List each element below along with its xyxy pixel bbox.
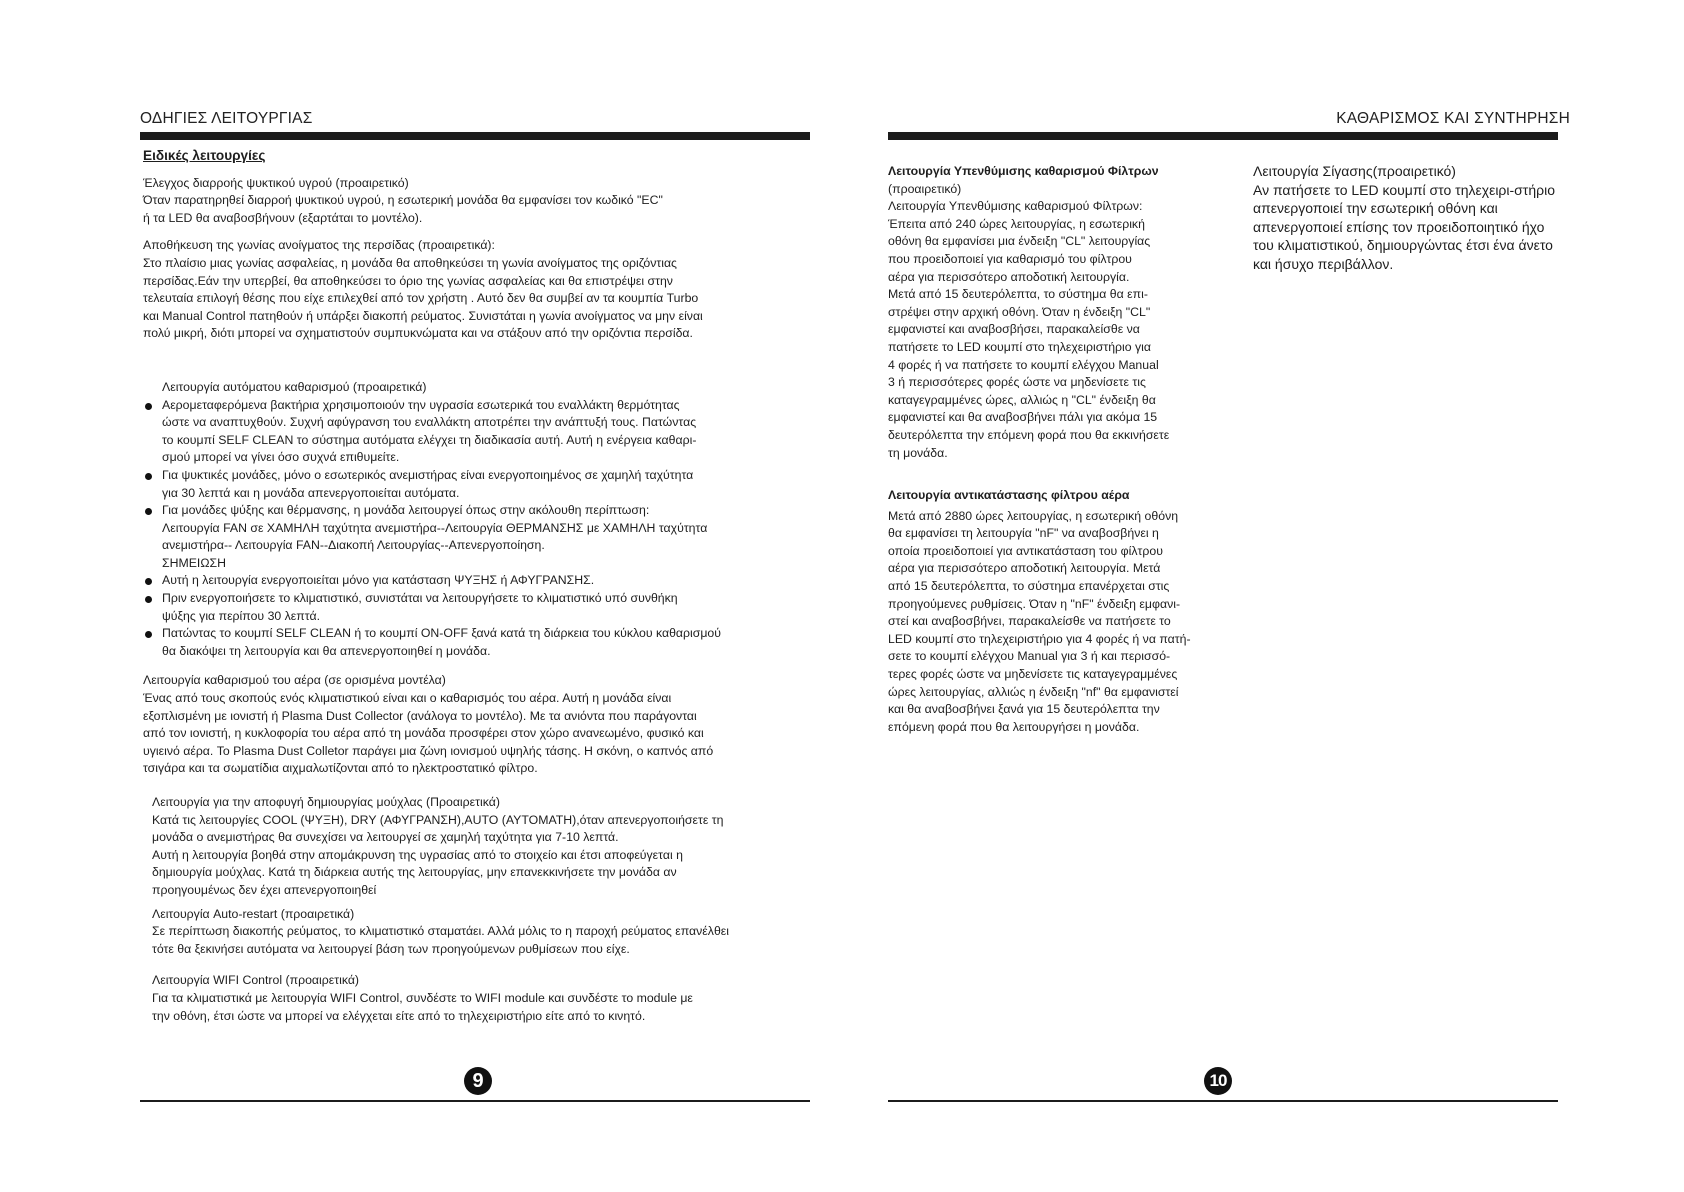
mildew-body: Κατά τις λειτουργίες COOL (ΨΥΞΗ), DRY (ΑΦΥΓΡΑΝΣΗ),AUTO (ΑΥΤΟΜΑΤΗ),όταν απενεργοποιήσετε τη μονάδα ο ανεμιστήρας θα συνεχίσει να λειτουργεί σε χαμηλή ταχύτητα για 7-10 λεπτά. Αυτή η λειτουργία βοηθά στην απομάκρυνση της υγρασίας από το στοιχείο και έτσι αποφεύγεται η δημιουργία μούχλας. Κατά τη διάρκεια αυτής της λειτουργίας, μην επανεκκινήσετε την μονάδα αν προηγουμένως δεν έχει απενεργοποιηθεί [152,812,724,897]
right-page-header: ΚΑΘΑΡΙΣΜΟΣ ΚΑΙ ΣΥΝΤΗΡΗΣΗ [1336,110,1570,127]
silence-title: Λειτουργία Σίγασης(προαιρετικό) [1253,163,1456,179]
air-clean-body: Ένας από τους σκοπούς ενός κλιματιστικού είναι και ο καθαρισμός του αέρα. Αυτή η μονάδα είναι εξοπλισμένη με ιονιστή ή Plasma Dust Collector (ανάλογα το μοντέλο). Με τα ανιόντα που παράγονται από τον ιονιστή, η κυκλοφορία του αέρα από τη μονάδα προσφέρει στον χώρο ανανεωμένο, φυσικό και υγιεινό αέρα. To Plasma Dust Colletor παράγει μια ζώνη ιονισμού υψηλής τάσης. Η σκόνη, ο καπνός από τσιγάρα και τα σωματίδια αιχμαλωτίζονται από το ηλεκτροστατικό φίλτρο. [143,691,714,776]
refrigerant-leak-title: Έλεγχος διαρροής ψυκτικού υγρού (προαιρετικό) [143,175,409,190]
louver-angle-block [143,237,823,343]
filter-reminder-body: (προαιρετικό) Λειτουργία Υπενθύμισης καθαρισμού Φίλτρων: Έπειτα από 240 ώρες λειτουργίας, η εσωτερική οθόνη θα εμφανίσει μια ένδειξη "CL" λειτουργίας που προειδοποιεί για καθαρισμό του φίλτρου αέρα για περισσότερο αποδοτική λειτουργία. Μετά από 15 δευτερόλεπτα, το σύστημα θα επι- στρέψει στην αρχική οθόνη. Όταν η ένδειξη "CL" εμφανιστεί και αναβοσβήσει, παρακαλείσθε να πατήσετε το LED κουμπί στο τηλεχειριστήριο για 4 φορές ή να πατήσετε το κουμπί ελέγχου Manual 3 ή περισσότερες φορές ώστε να μηδενίσετε τις καταγεγραμμένες ώρες, αλλιώς η "CL" ένδειξη θα εμφανιστεί και θα αναβοσβήνει πάλι για ακόμα 15 δευτερόλεπτα την επόμενη φορά που θα εκκινήσετε τη μονάδα. [888,181,1170,460]
filter-replace-block [888,487,1258,736]
air-clean-block [143,672,823,778]
self-clean-block [143,379,823,661]
silence-block [1253,162,1583,274]
louver-angle-title: Αποθήκευση της γωνίας ανοίγματος της περσίδας (προαιρετικά): [143,238,495,253]
mildew-title: Λειτουργία για την αποφυγή δημιουργίας μούχλας (Προαιρετικά) [152,795,500,809]
wifi-block [143,972,823,1025]
wifi-body: Για τα κλιματιστικά με λειτουργία WIFI Control, συνδέστε το WIFI module και συνδέστε το module με την οθόνη, έτσι ώστε να μπορεί να ελέγχεται είτε από το τηλεχειριστήριο είτε από το κινητό. [152,990,693,1023]
list-item: Αερομεταφερόμενα βακτήρια χρησιμοποιούν την υγρασία εσωτερικά του εναλλάκτη θερμότητας ώστε να αναπτυχθούν. Συχνή αφύγρανση του εναλλάκτη αποτρέπει την ανάπτυξή τους. Πατώντας το κουμπί SELF CLEAN το σύστημα αυτόματα ελέγχει τη διαδικασία αυτή. Αυτή η ενέργεια καθαρι- σμού μπορεί να γίνει όσο συχνά επιθυμείτε. [143,397,823,467]
note-label: ΣΗΜΕΙΩΣΗ [162,555,227,570]
filter-replace-body: Μετά από 2880 ώρες λειτουργίας, η εσωτερική οθόνη θα εμφανίσει τη λειτουργία "nF" να αναβοσβήνει η οποία προειδοποιεί για αντικατάσταση του φίλτρου αέρα για περισσότερο αποδοτική λειτουργία. Μετά από 15 δευτερόλεπτα, το σύστημα επανέρχεται στις προηγούμενες ρυθμίσεις. Όταν η "nF" ένδειξη εμφανι- στεί και αναβοσβήνει, παρακαλείσθε να πατήσετε το LED κουμπί στο τηλεχειριστήριο για 4 φορές ή να πατή- σετε το κουμπί ελέγχου Manual για 3 ή και περισσό- τερες φορές ώστε να μηδενίσετε τις καταγεγραμμένες ώρες λειτουργίας, αλλιώς η ένδειξη "nf" θα εμφανιστεί και θα αναβοσβήνει ξανά για 15 δευτερόλεπτα την επόμενη φορά που θα λειτουργήσει η μονάδα. [888,508,1191,734]
list-item: Πατώντας το κουμπί SELF CLEAN ή το κουμπί ON-OFF ξανά κατά τη διάρκεια του κύκλου καθαρισμού θα διακόψει τη λειτουργία και θα απενεργοποιηθεί η μονάδα. [143,625,823,660]
list-item: Πριν ενεργοποιήσετε το κλιματιστικό, συνιστάται να λειτουργήσετε το κλιματιστικό υπό συνθήκη ψύξης για περίπου 30 λεπτά. [143,590,823,625]
mildew-block [143,794,823,900]
silence-body: Αν πατήσετε το LED κουμπί στο τηλεχειρι-στήριο απενεργοποιεί την εσωτερική οθόνη και απενεργοποιεί επίσης τον προειδοποιητικό ήχο του κλιματιστικού, δημιουργώντας έτσι ένα άνετο και ήσυχο περιβάλλον. [1253,181,1555,272]
right-footer-rule [888,1100,1558,1102]
list-item: Για ψυκτικές μονάδες, μόνο ο εσωτερικός ανεμιστήρας είναι ενεργοποιημένος σε χαμηλή ταχύτητα για 30 λεπτά και η μονάδα απενεργοποιείται αυτόματα. [143,467,823,502]
auto-restart-block [143,906,823,959]
filter-replace-title: Λειτουργία αντικατάστασης φίλτρου αέρα [888,488,1130,502]
self-clean-title: Λειτουργία αυτόματου καθαρισμού (προαιρετικά) [162,379,427,394]
left-page-header: ΟΔΗΓΙΕΣ ΛΕΙΤΟΥΡΓΙΑΣ [140,110,313,127]
left-header-rule [140,132,810,140]
refrigerant-leak-block [143,175,823,228]
air-clean-title: Λειτουργία καθαρισμού του αέρα (σε ορισμένα μοντέλα) [143,673,446,688]
list-item: Για μονάδες ψύξης και θέρμανσης, η μονάδα λειτουργεί όπως στην ακόλουθη περίπτωση: Λειτουργία FAN σε ΧΑΜΗΛΗ ταχύτητα ανεμιστήρα--Λειτουργία ΘΕΡΜΑΝΣΗΣ με ΧΑΜΗΛΗ ταχύτητα ανεμιστήρα-- Λειτουργία FAN--Διακοπή Λειτουργίας--Απενεργοποίηση. [143,502,823,555]
left-footer-rule [140,1100,810,1102]
wifi-title: Λειτουργία WIFI Control (προαιρετικά) [152,973,360,988]
auto-restart-body: Σε περίπτωση διακοπής ρεύματος, το κλιματιστικό σταματάει. Αλλά μόλις το η παροχή ρεύματος επανέλθει τότε θα ξεκινήσει αυτόματα να λειτουργεί βάση των προηγούμενων ρυθμίσεων που είχε. [152,924,729,956]
self-clean-list [143,397,823,661]
page-number-9: 9 [464,1067,492,1095]
left-page-content [143,147,823,1025]
filter-reminder-block [888,163,1248,462]
section-title: Ειδικές λειτουργίες [143,148,266,163]
refrigerant-leak-body: Όταν παρατηρηθεί διαρροή ψυκτικού υγρού, η εσωτερική μονάδα θα εμφανίσει τον κωδικό "EC" ή τα LED θα αναβοσβήνουν (εξαρτάται το μοντέλο). [143,193,663,225]
page-number-10: 10 [1204,1067,1232,1095]
right-header-rule [888,132,1558,140]
louver-angle-body: Στο πλαίσιο μιας γωνίας ασφαλείας, η μονάδα θα αποθηκεύσει τη γωνία ανοίγματος της οριζόντιας περσίδας.Εάν την υπερβεί, θα αποθηκεύσει το όριο της γωνίας ασφαλείας και θα επιστρέψει στην τελευταία επιλογή θέσης που είχε επιλεχθεί από τον χρήστη . Αυτό δεν θα συμβεί αν τα κουμπία Turbo και Manual Control πατηθούν ή υπάρξει διακοπή ρεύματος. Συνιστάται η γωνία ανοίγματος να μην είναι πολύ μικρή, διότι μπορεί να σχηματιστούν συμπυκνώματα και να στάξουν από την οριζόντια περσίδα. [143,255,703,341]
list-item: Αυτή η λειτουργία ενεργοποιείται μόνο για κατάσταση ΨΥΞΗΣ ή ΑΦΥΓΡΑΝΣΗΣ. [143,572,823,590]
auto-restart-title: Λειτουργία Auto-restart (προαιρετικά) [152,906,355,921]
filter-reminder-title: Λειτουργία Υπενθύμισης καθαρισμού Φίλτρων [888,164,1159,178]
